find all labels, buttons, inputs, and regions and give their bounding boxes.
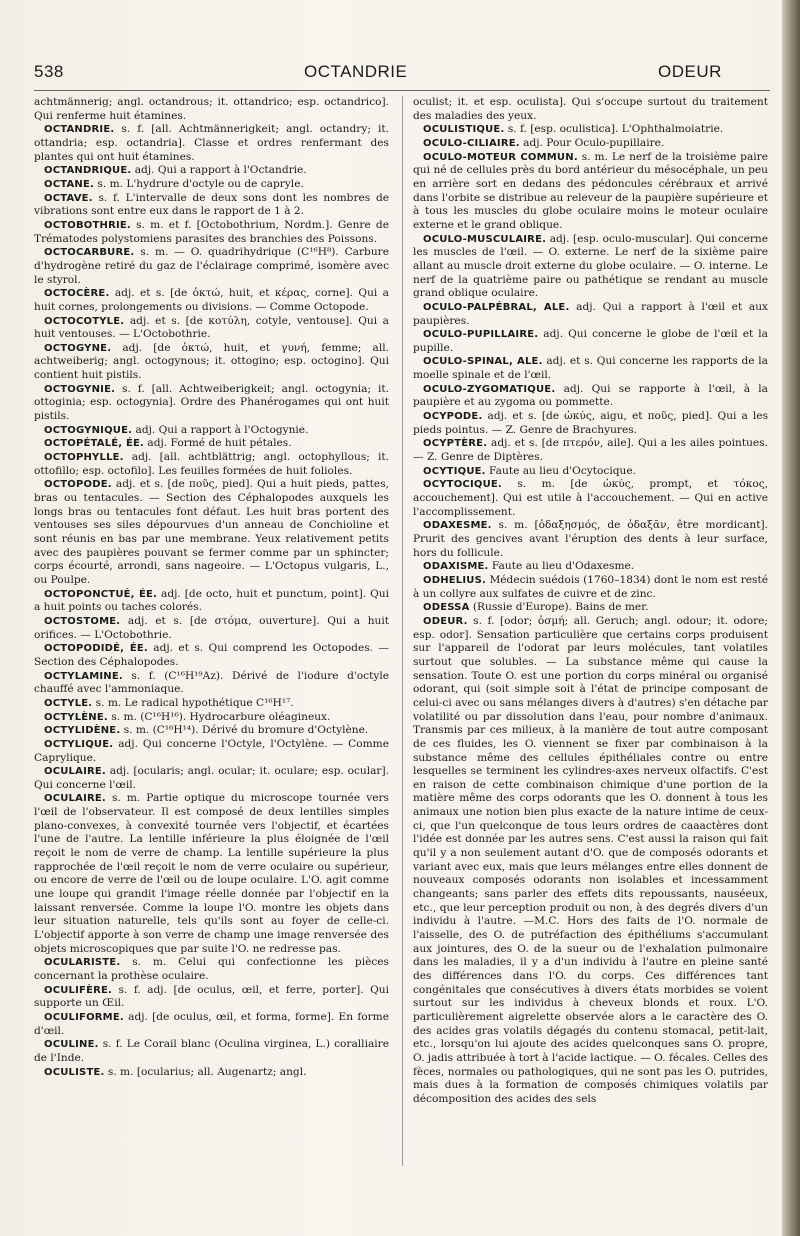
entry-definition: adj. et s. Qui comprend les Octopodes. — Section des Céphalopodes. [34,642,389,668]
dictionary-entry [34,792,389,956]
entry-headword: OCTOPODIDÉ, ÉE. [44,643,148,655]
dictionary-entry [413,383,768,410]
entry-definition: adj. et s. [de ὠκύς, aigu, et ποῦς, pied]. Qui a les pieds pointus. — Z. Genre de Brachyures. [413,410,768,436]
entry-headword: OCTOPODE. [44,479,112,491]
entry-headword: OCULO-MUSCULAIRE. [423,233,547,245]
entry-definition: adj. [esp. oculo-muscular]. Qui concerne les muscles de l'œil. — O. externe. Le nerf de la sixième paire allant au muscle droit externe du globe oculaire. — O. interne. Le nerf de la quatrième paire ou pathétique se rendant au muscle grand oblique oculaire. [413,232,768,300]
running-header [34,62,774,84]
entry-headword: OCTYLÈNE. [44,711,108,723]
entry-headword: OCTOGYNIQUE. [44,424,133,436]
entry-headword: ODAXESME. [423,520,492,532]
dictionary-entry [34,478,389,587]
entry-headword: OCTOGYNE. [44,342,112,354]
entry-definition: s. f. [all. Achtweiberigkeit; angl. octogynia; it. ottoginia; esp. octogynia]. Ordre des Phanérogames qui ont huit pistils. [34,382,389,423]
entry-headword: OCULO-PALPÉBRAL, ALE. [423,301,570,313]
entry-headword: OCTANDRIE. [44,124,115,136]
dictionary-entry [34,642,389,669]
entry-headword: OCULARISTE. [44,957,121,969]
entry-definition: Faute au lieu d'Odaxesme. [488,560,635,573]
dictionary-entry [34,724,389,738]
dictionary-entry [34,123,389,164]
entry-headword: OCYTOCIQUE. [423,479,502,491]
dictionary-entry [413,410,768,437]
dictionary-entry [34,588,389,615]
dictionary-entry [413,355,768,382]
dictionary-entry [413,151,768,233]
entry-definition: adj. [de ὀκτώ, huit, et γυνή, femme; all. achtweiberig; angl. octogynous; it. ottogino; esp. octogino]. Qui contient huit pistils. [34,341,389,382]
dictionary-entry [413,478,768,519]
dictionary-entry [34,246,389,287]
entry-definition: s. f. [all. Achtmännerigkeit; angl. octandry; it. ottandria; esp. octandria]. Classe et ordres renfermant des plantes qui ont huit étamines. [34,123,389,163]
entry-definition: adj. et s. [de ὀκτώ, huit, et κέρας, corne]. Qui a huit cornes, prolongements ou divisions. — Comme Octopode. [34,287,389,313]
dictionary-entry [34,1011,389,1038]
entry-headword: OCYTIQUE. [423,465,486,477]
header-right-word: ODEUR [658,62,722,81]
entry-headword: OCTAVE. [44,192,93,204]
dictionary-entry [413,137,768,151]
dictionary-entry [34,711,389,725]
entry-definition: s. f. [esp. oculistica]. L'Ophthalmoiatrie. [504,123,724,136]
entry-headword: OCULO-CILIAIRE. [423,137,520,149]
entry-headword: OCTYLIDÈNE. [44,725,121,737]
dictionary-entry [413,601,768,615]
left-column [34,96,389,1079]
entry-headword: OCULISTIQUE. [423,124,505,136]
entry-definition: achtmännerig; angl. octandrous; it. ottandrico; esp. octandrico]. Qui renferme huit étamines. [34,96,389,122]
entry-definition: (Russie d'Europe). Bains de mer. [469,601,649,614]
dictionary-entry [413,123,768,137]
entry-headword: OCTOCÈRE. [44,288,110,300]
dictionary-entry [34,765,389,792]
entry-definition: s. m. [de ὠκύς, prompt, et τόκος, accouchement]. Qui est utile à l'accouchement. — Qui en active l'accomplissement. [413,478,768,518]
dictionary-entry [34,1066,389,1080]
dictionary-entry [34,451,389,478]
entry-headword: ODEUR. [423,615,468,627]
entry-definition: s. m. [ὀδαξησμός, de ὀδαξᾶν, être mordicant]. Prurit des gencives avant l'éruption des dents à leur surface, hors du follicule. [413,519,768,559]
entry-definition: s. m. — O. quadrihydrique (C¹⁶H⁸). Carbure d'hydrogène retiré du gaz de l'éclairage comprimé, isomère avec le styrol. [34,246,389,286]
entry-headword: OCTOBOTHRIE. [44,219,131,231]
entry-headword: OCULAIRE. [44,766,106,778]
entry-headword: OCULO-MOTEUR COMMUN. [423,151,578,163]
dictionary-entry [413,328,768,355]
dictionary-entry [413,465,768,479]
dictionary-entry [34,342,389,383]
entry-headword: OCTOCARBURE. [44,247,135,259]
entry-headword: OCULINE. [44,1039,99,1051]
entry-headword: OCTOGYNIE. [44,383,116,395]
dictionary-entry [34,670,389,697]
dictionary-entry [34,383,389,424]
entry-headword: OCULO-ZYGOMATIQUE. [423,383,556,395]
entry-definition: Faute au lieu d'Ocytocique. [485,464,636,477]
page-number: 538 [34,62,64,81]
entry-definition: s. f. [odor; ὀσμή; all. Geruch; angl. odour; it. odore; esp. odor]. Sensation particulière que certains corps produisent sur l'appareil de l'odorat par leurs molécules, tant volatiles surtout que solubles. — La substance même qui cause la sensation. Toute O. est une portion du corps minéral ou organisé odorant, qui (soit simple soit à l'état de principe composant de celui-ci avec ou sans mélanges divers à d'autres) s'en détache par volatilité ou par dissolution dans l'eau, pour nombre d'animaux. Transmis par ces milieux, à la manière de tout autre composant de ces fluides, les O. viennent se fixer par combinaison à la substance même des cellules épithéliales contre ou entre lesquelles se terminent les cylindres-axes nerveux olfactifs. C'est en raison de cette combinaison chimique d'une portion de la matière même des corps odorants que les O. donnent à tous les animaux une notion bien plus exacte de la nature intime de ceux-ci, que l'un quelconque de tous leurs ordres de caaactères dont l'idée est donnée par les autres sens. C'est aussi la raison qui fait qu'il y a non seulement autant d'O. que de composés odorants et variant avec eux, mais que leurs mélanges entre elles donnent de nouveaux composés odorants non isolables et incessamment changeants; sans parler des effets dits repoussants, nauséeux, etc., que leur perception produit ou non, à des degrés divers d'un individu à l'autre. —M.C. Hors des faits de l'O. normale de l'aisselle, des O. de putréfaction des épithéliums s'accumulant aux jointures, des O. de la sueur ou de l'exhalation pulmonaire dans les maladies, il y a d'un individu à l'autre en pleine santé des différences dans l'O. du corps. Ces différences tant congénitales que consécutives à divers états morbides se voient surtout sur les individus à cheveux blonds et roux. L'O. particulièrement aigrelette observée alors a le caractère des O. des acides gras volatils dégagés du contenu stomacal, petit-lait, etc., lorsqu'on lui ajoute des acides quelconques sans O. propre, O. jadis attribuée à tort à l'acide lactique. — O. fécales. Celles des fèces, normales ou pathologiques, qui ne sont pas les O. putrides, mais dues à la formation de composés chimiques volatils par décomposition des acides des sels [413,614,768,1105]
column-divider [402,96,403,1166]
entry-headword: OCTYLIQUE. [44,738,114,750]
entry-definition: s. m. Partie optique du microscope tournée vers l'œil de l'observateur. Il est composé de deux lentilles simples plano-convexes, à convexité tournée vers l'objectif, et écartées l'une de l'autre. La lentille inférieure la plus éloignée de l'œil reçoit le nom de verre de champ. La lentille supérieure la plus rapprochée de l'œil reçoit le nom de verre oculaire ou supérieur, ou encore de verre de l'œil ou de loupe oculaire. L'O. agit comme une loupe qui grandit l'image réelle donnée par l'objectif en la laissant renversée. Comme la loupe l'O. montre les objets dans leur situation naturelle, tels qu'ils sont au foyer de celle-ci. L'objectif apporte à son verre de champ une image renversée des objets microscopiques que par suite l'O. ne redresse pas. [34,792,389,955]
entry-definition: adj. Qui a rapport à l'œil et aux paupières. [413,300,768,327]
dictionary-entry [34,164,389,178]
dictionary-entry [413,437,768,464]
entry-definition: s. f. Le Corail blanc (Oculina virginea, L.) coralliaire de l'Inde. [34,1038,389,1064]
entry-definition: adj. et s. [de ποῦς, pied]. Qui a huit pieds, pattes, bras ou tentacules. — Section des Céphalopodes auxquels les longs bras ou tentacules font défaut. Les huit bras portent des ventouses ses siles dépourvues d'un anneau de Conchioline et sont réunis en bas par une membrane. Yeux relativement petits avec des paupières pouvant se fermer comme par un sphincter; corps écourté, arrondi, sans nageoire. — L'Octopus vulgaris, L., ou Poulpe. [34,478,389,586]
dictionary-entry [34,178,389,192]
entry-headword: OCTANE. [44,178,95,190]
entry-headword: OCULO-PUPILLAIRE. [423,329,539,341]
entry-headword: OCULO-SPINAL, ALE. [423,356,543,368]
dictionary-entry [413,560,768,574]
entry-definition: adj. Qui a rapport à l'Octandrie. [131,164,307,177]
entry-definition: adj. Pour Oculo-pupillaire. [519,136,665,149]
right-column [413,96,768,1107]
entry-headword: OCULIFÈRE. [44,984,113,996]
entry-definition: Médecin suédois (1760–1834) dont le nom est resté à un collyre aux sulfates de cuivre et de zinc. [413,573,768,600]
dictionary-entry [34,437,389,451]
entry-definition: s. m. Le radical hypothétique C¹⁶H¹⁷. [92,696,294,709]
entry-headword: OCULAIRE. [44,793,106,805]
entry-definition: adj. [de octo, huit et punctum, point]. Qui a huit points ou taches colorés. [34,587,389,614]
dictionary-entry [34,615,389,642]
entry-headword: OCTYLAMINE. [44,670,123,682]
entry-definition: adj. et s. [de πτερόν, aile]. Qui a les ailes pointues. — Z. Genre de Diptères. [413,437,768,464]
book-spine-edge [782,0,800,1236]
entry-definition: adj. et s. [de στόμα, ouverture]. Qui a huit orifices. — L'Octobothrie. [34,614,389,641]
dictionary-entry [413,615,768,1107]
dictionary-entry [413,233,768,301]
dictionary-entry [34,219,389,246]
entry-definition: s. m. Celui qui confectionne les pièces concernant la prothèse oculaire. [34,956,389,982]
entry-headword: OCYPTÈRE. [423,438,488,450]
entry-headword: ODESSA [423,602,470,614]
entry-definition: adj. [de oculus, œil, et forma, forme]. En forme d'œil. [34,1010,389,1037]
entry-headword: OCYPODE. [423,411,483,423]
entry-definition: s. m. Le nerf de la troisième paire qui né de cellules près du bord antérieur du mésocéphale, un peu en arrière sort en dedans des pédoncules cérébraux et arrivé dans l'orbite se distribue au releveur de la paupière supérieure et à tous les muscles du globe oculaire moins le moteur oculaire externe et le grand oblique. [413,150,769,231]
entry-definition: adj. Qui concerne l'Octyle, l'Octylène. — Comme Caprylique. [34,737,389,764]
entry-headword: OCTANDRIQUE. [44,165,132,177]
dictionary-entry [34,192,389,219]
dictionary-entry [34,315,389,342]
dictionary-entry [34,738,389,765]
dictionary-entry [413,301,768,328]
entry-definition: adj. [all. achtblättrig; angl. octophyllous; it. ottofillo; esp. octofilo]. Les feuilles formées de huit folioles. [34,451,389,477]
entry-definition: adj. Formé de huit pétales. [144,437,292,450]
entry-definition: adj. et s. [de κοτύλη, cotyle, ventouse]. Qui a huit ventouses. — L'Octobothrie. [34,314,389,341]
dictionary-entry [34,1038,389,1065]
entry-definition: oculist; it. et esp. oculista]. Qui s'occupe surtout du traitement des maladies des yeux. [413,96,768,122]
entry-headword: OCTOSTOME. [44,615,121,627]
dictionary-entry [34,984,389,1011]
entry-headword: ODHELIUS. [423,574,487,586]
entry-definition: s. m. (C¹⁶H¹⁴). Dérivé du bromure d'Octylène. [120,724,369,737]
dictionary-entry [34,424,389,438]
entry-headword: OCTOPÉTALÉ, ÉE. [44,438,145,450]
entry-definition: s. m. L'hydrure d'octyle ou de capryle. [94,177,304,190]
entry-definition: adj. Qui a rapport à l'Octogynie. [132,423,309,436]
entry-definition: s. m. et f. [Octobothrium, Nordm.]. Genre de Trématodes polystomiens parasites des branchies des Poissons. [34,218,389,245]
entry-headword: OCTOPONCTUÉ, ÉE. [44,588,158,600]
entry-definition: s. f. adj. [de oculus, œil, et ferre, porter]. Qui supporte un Œil. [34,983,389,1010]
dictionary-entry [413,96,768,123]
dictionary-entry [34,697,389,711]
entry-headword: OCULIFORME. [44,1011,124,1023]
header-left-word: OCTANDRIE [304,62,408,81]
dictionary-entry [34,287,389,314]
entry-definition: adj. Qui se rapporte à l'œil, à la paupière et au zygoma ou pommette. [413,382,768,409]
entry-definition: adj. [ocularis; angl. ocular; it. oculare; esp. ocular]. Qui concerne l'œil. [34,765,389,791]
dictionary-entry [413,519,768,560]
entry-definition: s. f. (C¹⁶H¹⁹Az). Dérivé de l'iodure d'octyle chauffé avec l'ammoniaque. [34,669,389,696]
entry-definition: s. m. (C¹⁶H¹⁶). Hydrocarbure oléagineux. [107,710,331,723]
entry-headword: OCTOPHYLLE. [44,452,124,464]
entry-definition: adj. et s. Qui concerne les rapports de la moelle spinale et de l'œil. [413,355,768,382]
dictionary-entry [34,96,389,123]
entry-definition: s. f. L'intervalle de deux sons dont les nombres de vibrations sont entre eux dans le rapport de 1 à 2. [34,191,389,218]
entry-headword: OCTOCOTYLE. [44,315,125,327]
entry-headword: ODAXISME. [423,561,489,573]
entry-definition: s. m. [ocularius; all. Augenartz; angl. [104,1065,307,1078]
entry-headword: OCTYLE. [44,697,93,709]
dictionary-entry [34,956,389,983]
dictionary-entry [413,574,768,601]
entry-headword: OCULISTE. [44,1066,105,1078]
header-rule [34,90,770,91]
entry-definition: adj. Qui concerne le globe de l'œil et la pupille. [413,328,768,354]
